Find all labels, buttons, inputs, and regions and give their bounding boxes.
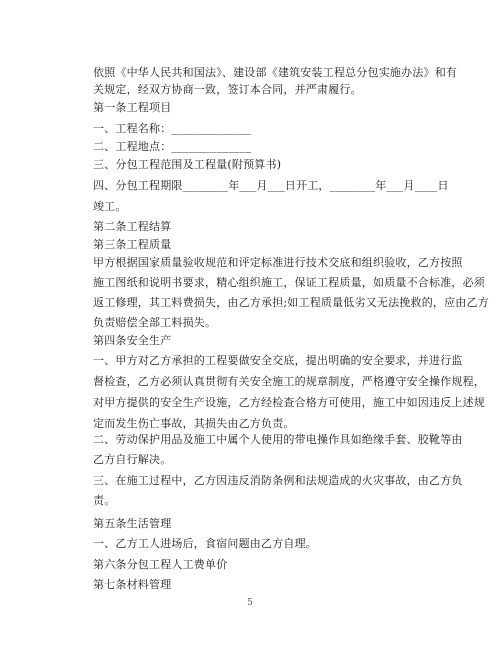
schedule-line-1: 四、分包工程期限________年___月___日开工，________年___月____日 xyxy=(93,179,449,192)
scope-line: 三、分包工程范围及工程量(附预算书) xyxy=(93,158,282,171)
project-name-field: 一、工程名称：______________ xyxy=(93,122,252,135)
quality-paragraph-line-2: 施工图纸和说明书要求，精心组织施工，保证工程质量，如质量不合标准，必须 xyxy=(93,276,485,289)
quality-paragraph-line-3: 返工修理，其工料费损失，由乙方承担;如工程质量低劣又无法挽救的，应由乙方 xyxy=(93,296,489,309)
protection-paragraph-line-1: 二、劳动保护用品及施工中属个人使用的带电操作具如绝缘手套、胶靴等由 xyxy=(93,433,463,446)
page-number: 5 xyxy=(247,598,253,608)
safety-paragraph-line-2: 督检查，乙方必须认真贯彻有关安全施工的规章制度，严格遵守安全操作规程， xyxy=(93,375,485,388)
heading-article-4: 第四条安全生产 xyxy=(93,334,172,347)
quality-paragraph-line-1: 甲方根据国家质量验收规范和评定标准进行技术交底和组织验收，乙方按照 xyxy=(93,256,463,269)
quality-paragraph-line-4: 负责赔偿全部工料损失。 xyxy=(93,316,217,329)
safety-paragraph-line-4: 定而发生伤亡事故，其损失由乙方负责。 xyxy=(93,417,295,430)
heading-article-5: 第五条生活管理 xyxy=(93,517,172,530)
paragraph-preamble-line-2: 关规定，经双方协商一致，签订本合同，并严肃履行。 xyxy=(93,83,362,96)
protection-paragraph-line-2: 乙方自行解决。 xyxy=(93,453,172,466)
project-location-field: 二、工程地点：______________ xyxy=(93,140,252,153)
fire-paragraph-line-1: 三、在施工过程中，乙方因违反消防条例和法规造成的火灾事故，由乙方负 xyxy=(93,474,463,487)
safety-paragraph-line-1: 一、甲方对乙方承担的工程要做安全交底，提出明确的安全要求，并进行监 xyxy=(93,354,463,367)
safety-paragraph-line-3: 对甲方提供的安全生产设施，乙方经检查合格方可使用，施工中如因违反上述规 xyxy=(93,396,485,409)
heading-article-7: 第七条材料管理 xyxy=(93,578,172,591)
paragraph-preamble-line-1: 依照《中华人民共和国法》、建设部《建筑安装工程总分包实施办法》和有 xyxy=(93,66,458,79)
heading-article-1: 第一条工程项目 xyxy=(93,101,172,114)
living-paragraph-line-1: 一、乙方工人进场后，食宿问题由乙方自理。 xyxy=(93,537,317,550)
heading-article-6: 第六条分包工程人工费单价 xyxy=(93,558,228,571)
heading-article-2: 第二条工程结算 xyxy=(93,220,172,233)
schedule-line-2: 竣工。 xyxy=(93,200,127,213)
heading-article-3: 第三条工程质量 xyxy=(93,238,172,251)
fire-paragraph-line-2: 责。 xyxy=(93,494,116,507)
